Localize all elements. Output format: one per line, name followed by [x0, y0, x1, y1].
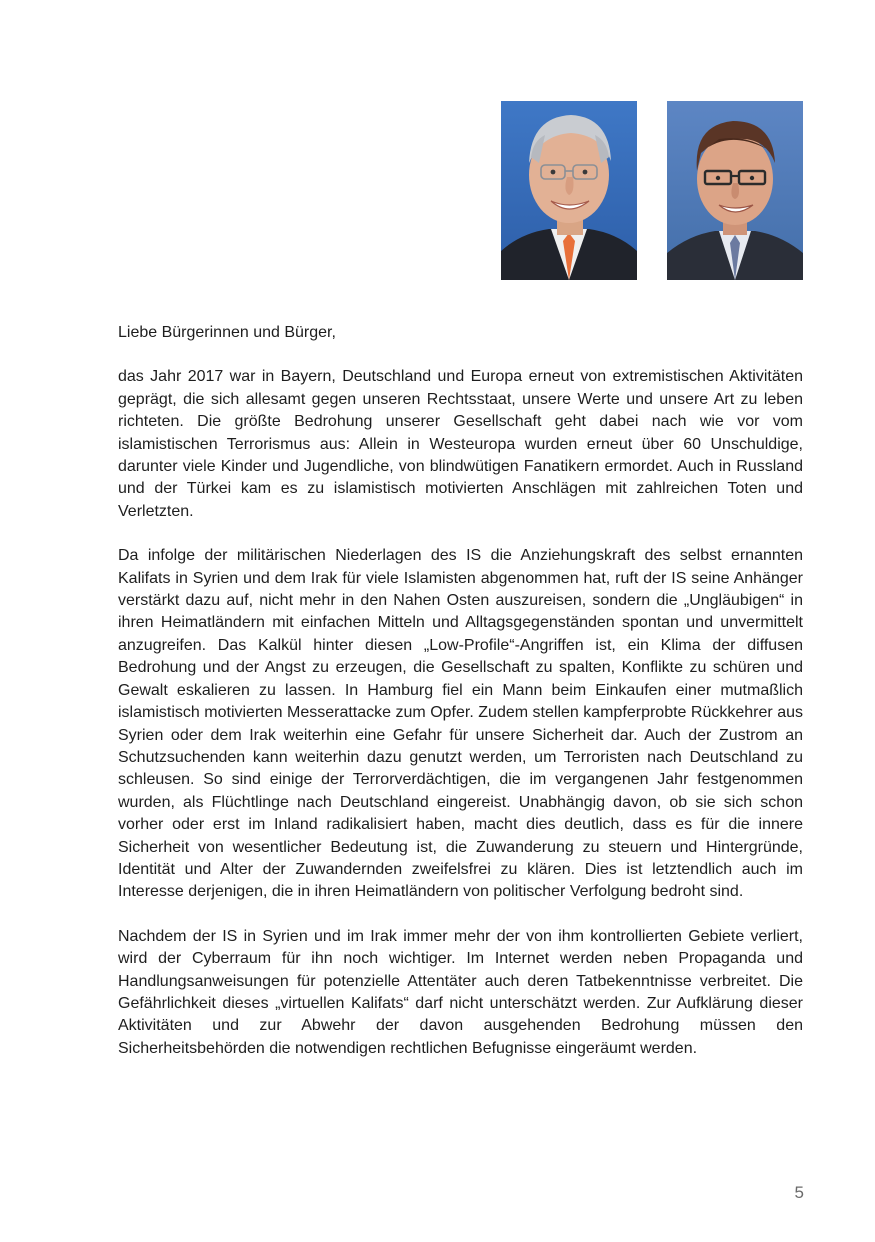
portrait-photo-right — [667, 101, 803, 280]
portrait-photos — [501, 101, 803, 280]
portrait-photo-left — [501, 101, 637, 280]
paragraph-2: Da infolge der militärischen Niederlagen des IS die Anziehungskraft des selbst ernannten Kalifats in Syrien und dem Irak für viele Islamisten abgenommen hat, ruft der IS seine Anhänger verstärkt dazu auf, nicht mehr in den Nahen Osten auszureisen, sondern die „Ungläubigen“ in ihren Heimatländern mit einfachen Mitteln und Alltagsgegenständen spontan und unvermittelt anzugreifen. Das Kalkül hinter diesen „Low-Profile“-Angriffen ist, ein Klima der diffusen Bedrohung und der Angst zu erzeugen, die Gesellschaft zu spalten, Konflikte zu schüren und Gewalt eskalieren zu lassen. In Hamburg fiel ein Mann beim Einkaufen einer mutmaßlich islamistisch motivierten Messerattacke zum Opfer. Zudem stellen kampferprobte Rückkehrer aus Syrien oder dem Irak weiterhin eine Gefahr für unsere Sicherheit dar. Auch der Zustrom an Schutzsuchenden kann weiterhin dazu genutzt werden, um Terroristen nach Deutschland zu schleusen. So sind einige der Terrorverdächtigen, die im vergangenen Jahr festgenommen wurden, als Flüchtlinge nach Deutschland eingereist. Unabhängig davon, ob sie sich schon vorher oder erst im Inland radikalisiert haben, macht dies deutlich, dass es für die innere Sicherheit von wesentlicher Bedeutung ist, die Zuwanderung zu steuern und Hintergründe, Identität und Alter der Zuwandernden zweifelsfrei zu klären. Dies ist letztendlich auch im Interesse derjenigen, die in ihren Heimatländern von politischer Verfolgung bedroht sind. — [118, 547, 803, 901]
letter-body — [118, 322, 803, 1082]
paragraph-3: Nachdem der IS in Syrien und im Irak immer mehr der von ihm kontrollierten Gebiete verliert, wird der Cyberraum für ihn noch wichtiger. Im Internet werden neben Propaganda und Handlungsanweisungen für potenzielle Attentäter auch deren Tatbekenntnisse verbreitet. Die Gefährlichkeit dieses „virtuellen Kalifats“ darf nicht unterschätzt werden. Zur Aufklärung dieser Aktivitäten und zur Abwehr der davon ausgehenden Bedrohung müssen den Sicherheitsbehörden die notwendigen rechtlichen Befugnisse eingeräumt werden. — [118, 927, 803, 1057]
salutation: Liebe Bürgerinnen und Bürger, — [118, 324, 336, 341]
page-number: 5 — [794, 1183, 804, 1202]
paragraph-1: das Jahr 2017 war in Bayern, Deutschland und Europa erneut von extremistischen Aktivitäten geprägt, die sich allesamt gegen unseren Rechtsstaat, unsere Werte und unsere Art zu leben richteten. Die größte Bedrohung unserer Gesellschaft geht dabei nach wie vor vom islamistischen Terrorismus aus: Allein in Westeuropa wurden erneut über 60 Unschuldige, darunter viele Kinder und Jugendliche, von blindwütigen Fanatikern ermordet. Auch in Russland und der Türkei kam es zu islamistisch motivierten Anschlägen mit zahlreichen Toten und Verletzten. — [118, 368, 803, 520]
